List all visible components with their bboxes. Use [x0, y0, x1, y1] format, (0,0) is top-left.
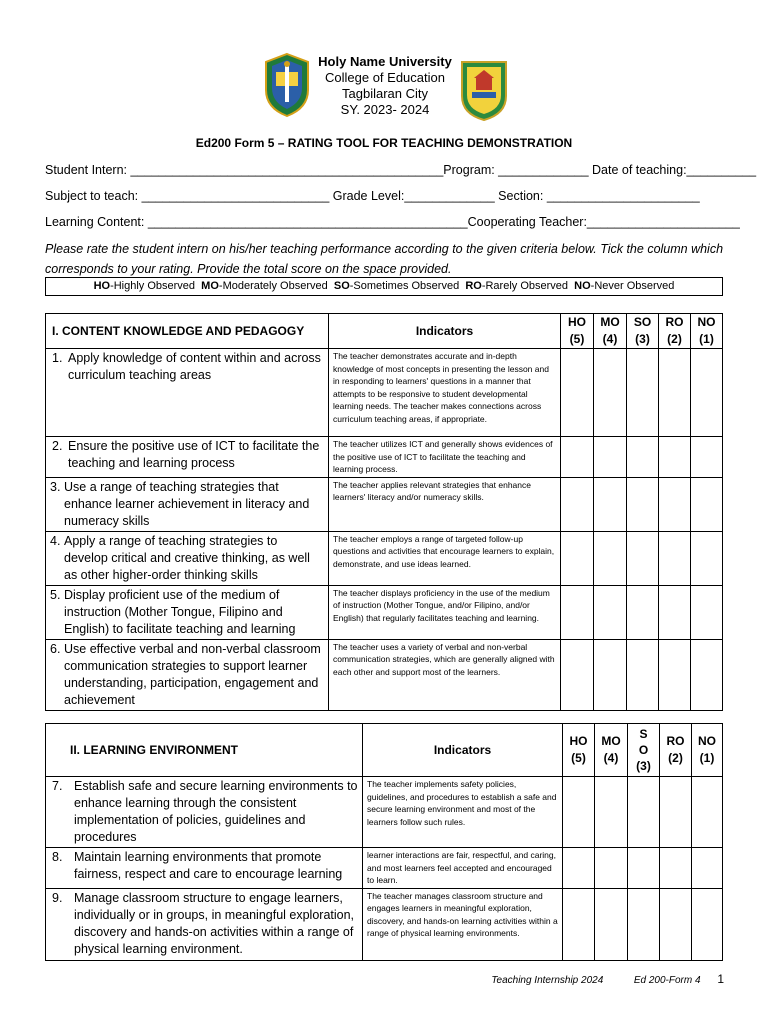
rating-cell[interactable]: [594, 639, 627, 710]
page-footer: [491, 972, 724, 986]
university-seal-icon: [262, 52, 312, 118]
indicator: The teacher manages classroom structure and engages learners in meaningful exploration, discovery, and hands-on learning activities within a range of physical learning environments.: [363, 888, 563, 960]
table-row: [46, 437, 723, 478]
university-name: Holy Name University: [318, 54, 452, 69]
rating-header-ro: RO (2): [659, 314, 691, 349]
legend-code: MO: [201, 280, 219, 292]
rating-cell[interactable]: [691, 531, 723, 585]
section-title: I. CONTENT KNOWLEDGE AND PEDAGOGY: [46, 314, 329, 349]
student-intern-line[interactable]: Student Intern: _____________________________________________Program: _____________ Date of teaching:__________: [45, 163, 757, 177]
learning-environment-table: [45, 723, 723, 961]
indicator: The teacher demonstrates accurate and in-depth knowledge of most concepts in presenting the lesson and in responding to learners' questions in a manner that attempts to be responsive to student developmental learning needs. The teacher makes connections across curriculum teaching areas, if appropriate.: [329, 349, 561, 437]
indicators-header: Indicators: [329, 314, 561, 349]
rating-cell[interactable]: [660, 848, 692, 889]
rating-cell[interactable]: [561, 437, 594, 478]
rating-legend: [45, 277, 723, 296]
school-year: SY. 2023- 2024: [340, 102, 430, 117]
content-knowledge-table: [45, 313, 723, 711]
indicator: The teacher applies relevant strategies that enhance learners' literacy and/or numeracy skills.: [329, 477, 561, 531]
rating-cell[interactable]: [659, 349, 691, 437]
rating-header-no: NO (1): [691, 314, 723, 349]
rating-cell[interactable]: [627, 437, 659, 478]
criterion: 9. Manage classroom structure to engage learners, individually or in groups, in meaningful exploration, discovery and hands-on activities within a range of physical learning environment.: [46, 888, 363, 960]
legend-desc: -Never Observed: [590, 280, 675, 292]
rating-cell[interactable]: [659, 477, 691, 531]
section-title: II. LEARNING ENVIRONMENT: [46, 724, 363, 777]
criterion: 6. Use effective verbal and non-verbal classroom communication strategies to support learner understanding, participation, engagement and achievement: [46, 639, 329, 710]
rating-header-mo: MO (4): [595, 724, 628, 777]
indicator: The teacher employs a range of targeted follow-up questions and activities that encourage learners to explain, demonstrate, and use ideas learned.: [329, 531, 561, 585]
indicator: learner interactions are fair, respectful, and caring, and most learners feel accepted and encouraged to learn.: [363, 848, 563, 889]
rating-cell[interactable]: [659, 437, 691, 478]
rating-cell[interactable]: [628, 848, 660, 889]
subject-line[interactable]: Subject to teach: ___________________________ Grade Level:_____________ Section: ______________________: [45, 189, 700, 203]
rating-cell[interactable]: [594, 477, 627, 531]
rating-header-ho: HO (5): [563, 724, 595, 777]
rating-header-no: NO (1): [692, 724, 723, 777]
rating-header-ho: HO (5): [561, 314, 594, 349]
rating-header-mo: MO (4): [594, 314, 627, 349]
legend-code: RO: [465, 280, 482, 292]
rating-cell[interactable]: [595, 848, 628, 889]
rating-cell[interactable]: [594, 585, 627, 639]
rating-cell[interactable]: [627, 477, 659, 531]
rating-cell[interactable]: [659, 585, 691, 639]
rating-cell[interactable]: [691, 585, 723, 639]
college-name: College of Education: [325, 70, 445, 85]
legend-code: SO: [333, 280, 350, 292]
footer-right: Ed 200-Form 4: [633, 975, 701, 986]
indicator: The teacher utilizes ICT and generally shows evidences of the positive use of ICT to facilitate the teaching and learning process.: [329, 437, 561, 478]
criterion: 7. Establish safe and secure learning environments to enhance learning through the consistent implementation of policies, guidelines and procedures: [46, 777, 363, 848]
letterhead: [0, 50, 768, 125]
rating-cell[interactable]: [660, 888, 692, 960]
table-row: [46, 848, 723, 889]
table-row: [46, 531, 723, 585]
rating-cell[interactable]: [628, 777, 660, 848]
indicator: The teacher displays proficiency in the use of the medium of instruction (Mother Tongue, and/or Filipino, and/or English) that regularly facilitates teaching and learning.: [329, 585, 561, 639]
rating-cell[interactable]: [627, 639, 659, 710]
rating-cell[interactable]: [691, 349, 723, 437]
rating-cell[interactable]: [595, 888, 628, 960]
rating-cell[interactable]: [691, 639, 723, 710]
rating-cell[interactable]: [561, 477, 594, 531]
rating-cell[interactable]: [595, 777, 628, 848]
rating-cell[interactable]: [691, 477, 723, 531]
criterion: 8. Maintain learning environments that promote fairness, respect and care to encourage learning: [46, 848, 363, 889]
city-name: Tagbilaran City: [342, 86, 428, 101]
rating-header-ro: RO (2): [660, 724, 692, 777]
legend-code: HO: [93, 280, 111, 292]
criterion: 2. Ensure the positive use of ICT to facilitate the teaching and learning process: [46, 437, 329, 478]
rating-cell[interactable]: [563, 888, 595, 960]
rating-cell[interactable]: [561, 639, 594, 710]
rating-cell[interactable]: [691, 437, 723, 478]
rating-cell[interactable]: [692, 848, 723, 889]
legend-desc: -Rarely Observed: [481, 280, 569, 292]
rating-cell[interactable]: [561, 585, 594, 639]
table-row: [46, 888, 723, 960]
rating-cell[interactable]: [692, 888, 723, 960]
rating-cell[interactable]: [659, 639, 691, 710]
rating-cell[interactable]: [659, 531, 691, 585]
rating-cell[interactable]: [594, 531, 627, 585]
rating-cell[interactable]: [627, 349, 659, 437]
rating-cell[interactable]: [692, 777, 723, 848]
education-logo-icon: [458, 56, 510, 122]
indicator: The teacher implements safety policies, guidelines, and procedures to establish a safe and secure learning environment and most of the learners follow such rules.: [363, 777, 563, 848]
rating-cell[interactable]: [561, 349, 594, 437]
rating-cell[interactable]: [563, 777, 595, 848]
rating-header-so: S O (3): [628, 724, 660, 777]
criterion: 1. Apply knowledge of content within and across curriculum teaching areas: [46, 349, 329, 437]
rating-cell[interactable]: [563, 848, 595, 889]
rating-cell[interactable]: [594, 437, 627, 478]
indicator: The teacher uses a variety of verbal and non-verbal communication strategies, which are generally aligned with each other and support most of the learners.: [329, 639, 561, 710]
rating-cell[interactable]: [627, 531, 659, 585]
rating-header-so: SO (3): [627, 314, 659, 349]
footer-left: Teaching Internship 2024: [491, 975, 604, 986]
legend-desc: -Moderately Observed: [218, 280, 328, 292]
rating-cell[interactable]: [594, 349, 627, 437]
table-row: [46, 777, 723, 848]
criterion: 5. Display proficient use of the medium of instruction (Mother Tongue, Filipino and English) to facilitate teaching and learning: [46, 585, 329, 639]
learning-content-line[interactable]: Learning Content: ______________________________________________Cooperating Teacher:______________________: [45, 215, 740, 229]
criterion: 3. Use a range of teaching strategies that enhance learner achievement in literacy and numeracy skills: [46, 477, 329, 531]
rating-cell[interactable]: [660, 777, 692, 848]
page-number: 1: [717, 972, 724, 986]
indicators-header: Indicators: [363, 724, 563, 777]
table-row: [46, 349, 723, 437]
legend-desc: -Highly Observed: [110, 280, 196, 292]
rating-cell[interactable]: [561, 531, 594, 585]
table-row: [46, 585, 723, 639]
table-row: [46, 639, 723, 710]
legend-desc: -Sometimes Observed: [349, 280, 460, 292]
form-title: Ed200 Form 5 – RATING TOOL FOR TEACHING DEMONSTRATION: [195, 136, 573, 150]
rating-cell[interactable]: [628, 888, 660, 960]
rating-cell[interactable]: [627, 585, 659, 639]
table-row: [46, 477, 723, 531]
letterhead-text: [310, 54, 460, 118]
instructions: Please rate the student intern on his/her teaching performance according to the given criteria below. Tick the column which corresponds to your rating. Provide the total score on the space provided.: [45, 242, 724, 276]
legend-code: NO: [574, 280, 591, 292]
criterion: 4. Apply a range of teaching strategies to develop critical and creative thinking, as well as other higher-order thinking skills: [46, 531, 329, 585]
